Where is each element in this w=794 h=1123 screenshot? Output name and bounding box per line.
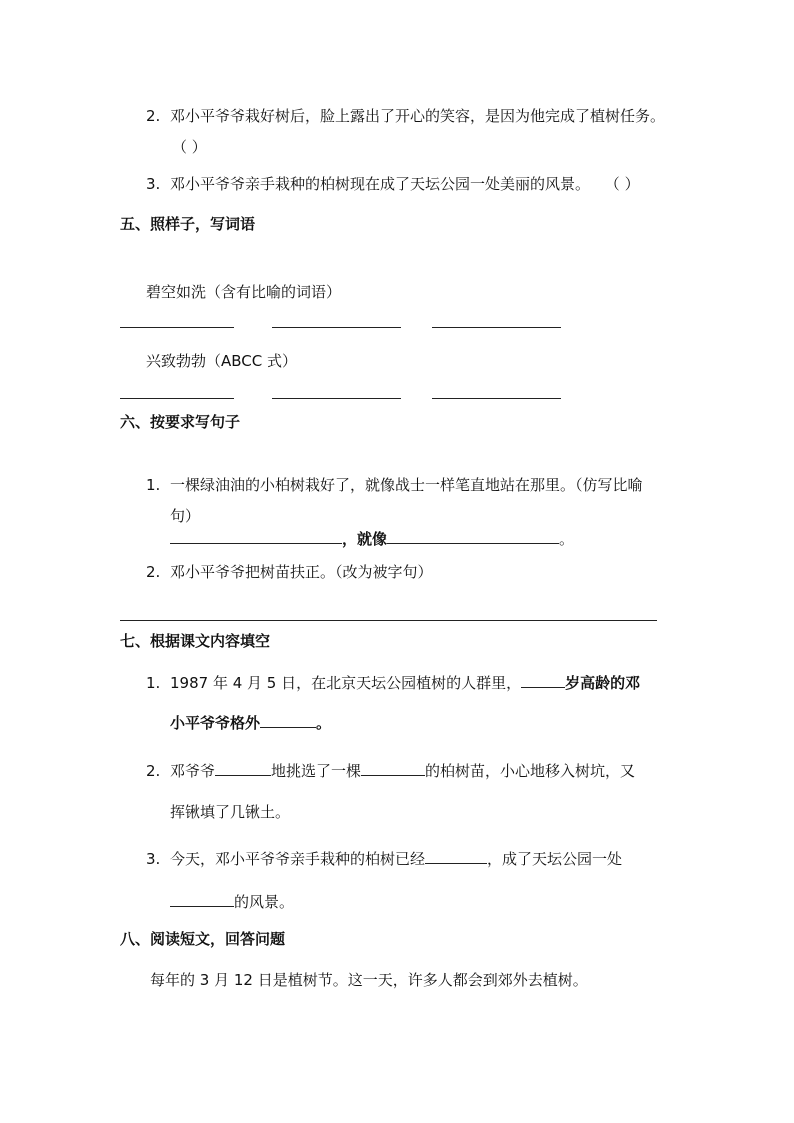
- answer-line[interactable]: [432, 398, 561, 399]
- question-text: 邓小平爷爷把树苗扶正。（改为被字句）: [170, 563, 433, 581]
- answer-blank[interactable]: [361, 760, 425, 776]
- question-text: 邓小平爷爷栽好树后，脸上露出了开心的笑容，是因为他完成了植树任务。: [170, 107, 666, 125]
- answer-line[interactable]: [272, 327, 401, 328]
- question-text: 今天，邓小平爷爷亲手栽种的柏树已经: [170, 850, 426, 868]
- answer-blank[interactable]: [425, 848, 487, 864]
- answer-parentheses[interactable]: （ ）: [172, 138, 207, 156]
- imitation-answer-row: [170, 528, 574, 549]
- question-number: 3.: [146, 175, 161, 193]
- question-number: 2.: [146, 107, 161, 125]
- question-6-1: [146, 475, 643, 495]
- question-text-continued: 句）: [170, 507, 201, 525]
- question-text: 的柏树苗，小心地移入树坑，又: [425, 762, 636, 780]
- question-text: 小平爷爷格外: [170, 714, 261, 732]
- question-text-continued: 挥锹填了几锹土。: [170, 803, 291, 821]
- question-text: 邓小平爷爷亲手栽种的柏树现在成了天坛公园一处美丽的风景。: [170, 175, 591, 193]
- question-4-2: [146, 106, 665, 126]
- answer-line[interactable]: [120, 620, 657, 621]
- question-text: ，成了天坛公园一处: [487, 850, 623, 868]
- answer-blank[interactable]: [521, 672, 565, 688]
- question-4-3: [146, 174, 640, 194]
- question-number: 1.: [146, 476, 161, 494]
- question-number: 2.: [146, 563, 161, 581]
- question-7-3: [146, 848, 622, 869]
- example-word-2: 兴致勃勃（ABCC 式）: [146, 352, 298, 370]
- question-text: 岁高龄的邓: [565, 674, 641, 692]
- passage-paragraph: 每年的 3 月 12 日是植树节。这一天，许多人都会到郊外去植树。: [150, 971, 588, 989]
- question-7-2: [146, 760, 635, 781]
- section-5-title: 五、照样子，写词语: [120, 215, 256, 233]
- end-punctuation: 。: [316, 714, 332, 732]
- question-number: 2.: [146, 762, 161, 780]
- end-punctuation: 。: [559, 530, 575, 548]
- question-text: 1987 年 4 月 5 日，在北京天坛公园植树的人群里，: [170, 674, 522, 692]
- question-text: 地挑选了一棵: [271, 762, 362, 780]
- question-text-continued: [170, 891, 294, 912]
- question-number: 1.: [146, 674, 161, 692]
- answer-parentheses[interactable]: （ ）: [604, 175, 640, 193]
- answer-blank[interactable]: [215, 760, 271, 776]
- question-text-continued: [170, 712, 331, 733]
- answer-line[interactable]: [432, 327, 561, 328]
- answer-line[interactable]: [120, 398, 234, 399]
- question-text: 的风景。: [234, 893, 295, 911]
- question-text: 邓爷爷: [170, 762, 216, 780]
- section-6-title: 六、按要求写句子: [120, 413, 241, 431]
- question-6-2: [146, 562, 433, 582]
- section-7-title: 七、根据课文内容填空: [120, 632, 271, 650]
- answer-line[interactable]: [272, 398, 401, 399]
- question-number: 3.: [146, 850, 161, 868]
- connector-text: ，就像: [342, 530, 388, 548]
- answer-blank[interactable]: [260, 712, 316, 728]
- answer-line[interactable]: [120, 327, 234, 328]
- section-8-title: 八、阅读短文，回答问题: [120, 930, 286, 948]
- example-word-1: 碧空如洗（含有比喻的词语）: [146, 283, 342, 301]
- answer-blank[interactable]: [170, 891, 234, 907]
- answer-blank[interactable]: [387, 528, 559, 544]
- answer-blank[interactable]: [170, 528, 342, 544]
- question-7-1: [146, 672, 640, 693]
- question-text: 一棵绿油油的小柏树栽好了，就像战士一样笔直地站在那里。（仿写比喻: [170, 476, 643, 494]
